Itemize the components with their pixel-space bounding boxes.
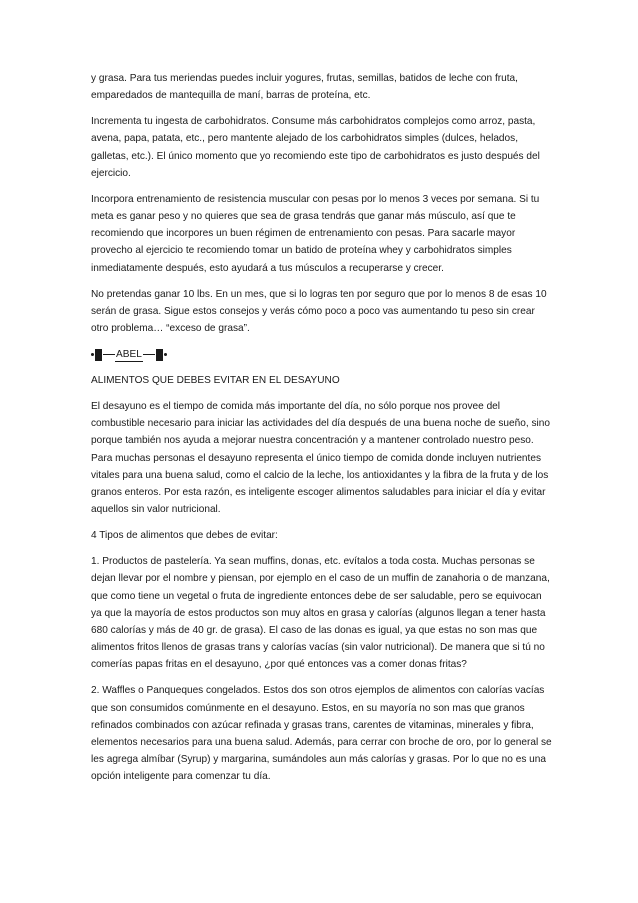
paragraph-pasteleria: 1. Productos de pastelería. Ya sean muffins, donas, etc. evítalos a toda costa. Muchas personas se dejan llevar por el nombre y piensan, por ejemplo en el caso de un muffin de zanahoria o de manzana, que como tiene un vegetal o fruta de ingrediente entonces debe de ser saludable, pero se equivocan ya que la mayoría de estos productos son muy altos en grasa y calorías (algunos llegan a tener hasta 680 calorías y más de 40 gr. de grasa). El caso de las donas es igual, ya que estas no son mas que alimentos fritos llenos de grasas trans y calorías vacías (sin valor nutricional). De manera que si tú no comerías papas fritas en el desayuno, ¿por qué entonces vas a comer donas fritas?	[91, 556, 550, 671]
paragraph-no-pretendas: No pretendas ganar 10 lbs. En un mes, que si lo logras ten por seguro que por lo menos 8 de esas 10 serán de grasa. Sigue estos consejos y verás cómo poco a poco vas aumentando tu peso sin crear otro problema… “exceso de grasa”.	[91, 288, 547, 335]
paragraph-tipos-alimentos: 4 Tipos de alimentos que debes de evitar:	[91, 530, 278, 542]
section-heading: ALIMENTOS QUE DEBES EVITAR EN EL DESAYUNO	[91, 375, 340, 387]
separator-dot-right	[164, 353, 167, 356]
section-separator	[91, 346, 555, 363]
separator-block-left	[95, 349, 102, 361]
paragraph-desayuno: El desayuno es el tiempo de comida más importante del día, no sólo porque nos provee del combustible necesario para iniciar las actividades del día después de una buena noche de sueño, sino porque también nos ayuda a mejorar nuestra concentración y a mantener controlado nuestro peso. Para muchas personas el desayuno representa el único tiempo de comida donde incluyen nutrientes vitales para una buena salud, como el calcio de la leche, los antioxidantes y la fibra de la fruta y de los granos enteros. Por esta razón, es inteligente escoger alimentos saludables para iniciar el día y evitar aquellos sin valor nutricional.	[91, 401, 551, 516]
separator-label: ABEL	[116, 348, 142, 360]
separator-line-left	[103, 354, 115, 355]
separator-block-right	[156, 349, 163, 361]
paragraph-carbohidratos: Incrementa tu ingesta de carbohidratos. Consume más carbohidratos complejos como arroz, pasta, avena, papa, patata, etc., pero mantente alejado de los carbohidratos simples (dulces, helados, galletas, etc.). El único momento que yo recomiendo este tipo de carbohidratos es justo después del ejercicio.	[91, 116, 540, 179]
paragraph-meriendas: y grasa. Para tus meriendas puedes incluir yogures, frutas, semillas, batidos de leche con fruta, emparedados de mantequilla de maní, barras de proteína, etc.	[91, 73, 518, 102]
separator-dot-left	[91, 353, 94, 356]
paragraph-waffles: 2. Waffles o Panqueques congelados. Estos dos son otros ejemplos de alimentos con calorías vacías que son consumidos comúnmente en el desayuno. Estos, en su mayoría no son mas que granos refinados combinados con azúcar refinada y grasas trans, carentes de vitaminas, minerales y fibra, elementos necesarios para una buena salud. Además, para cerrar con broche de oro, por lo general se les agrega almíbar (Syrup) y margarina, sumándoles aun más calorías y grasas. Por lo que no es una opción inteligente para comenzar tu día.	[91, 685, 552, 783]
separator-line-right	[143, 354, 155, 355]
document-body	[91, 70, 555, 794]
paragraph-entrenamiento: Incorpora entrenamiento de resistencia muscular con pesas por lo menos 3 veces por semana. Si tu meta es ganar peso y no quieres que sea de grasa tendrás que ganar más músculo, así que te recomiendo que incorpores un buen régimen de entrenamiento con pesas. Para sacarle mayor provecho al ejercicio te recomiendo tomar un batido de proteína whey y carbohidratos simples inmediatamente después, esto ayudará a tus músculos a recuperarse y crecer.	[91, 193, 540, 274]
